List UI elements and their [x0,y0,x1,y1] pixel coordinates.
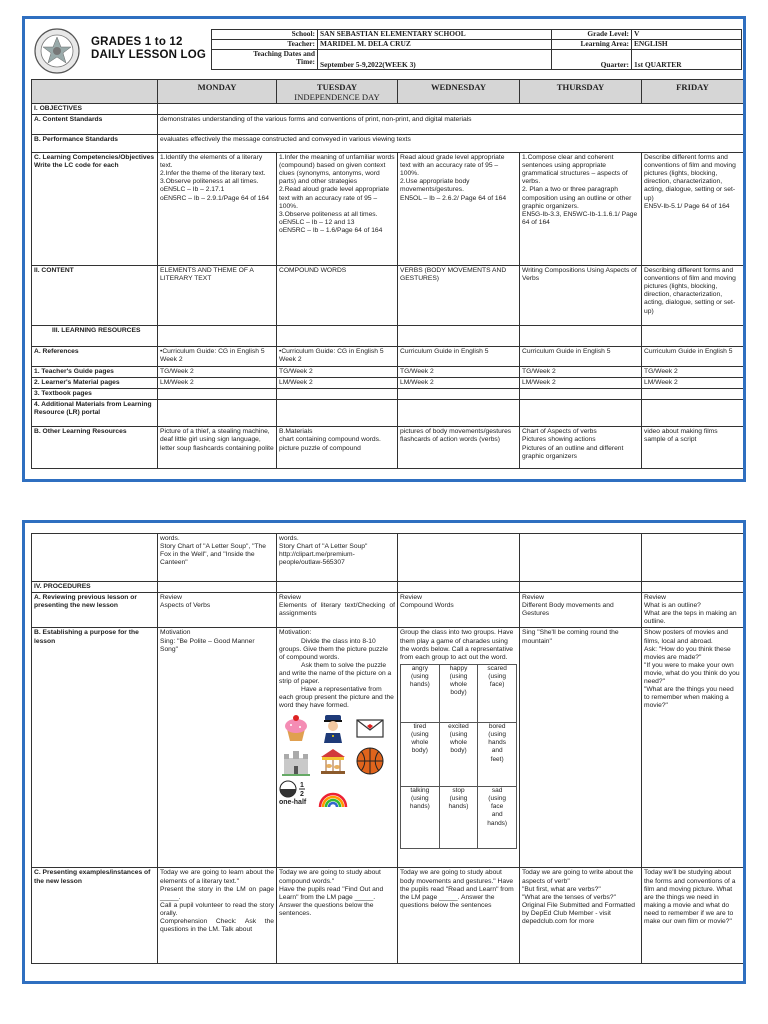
content-heading: II. CONTENT [32,266,158,326]
references-wednesday: Curriculum Guide in English 5 [398,347,520,367]
charade-word: tired (using whole body) [401,722,440,786]
charades-table [400,664,517,849]
basketball-icon [353,746,387,776]
svg-text:1: 1 [300,782,304,790]
teacher-label: Teacher: [212,40,318,50]
references-monday: •Curriculum Guide: CG in English 5 Week 2 [158,347,277,367]
lc-thursday: 1.Compose clear and coherent sentences using appropriate grammatical structures – aspects of verbs. 2. Plan a two or three paragraph composition using an outline or other graphic organizers. EN5G-Ib-3.3, EN5WC-Ib-1.1.6.1/ Page 64 of 164 [520,153,642,266]
charade-word: sad (using face and hands) [478,786,517,848]
lesson-table-page-1 [31,79,744,469]
rainbow-icon [316,779,350,809]
lm-pages-label: 2. Learner's Material pages [32,378,158,389]
other-wednesday: pictures of body movements/gestures flashcards of action words (verbs) [398,427,520,469]
charade-word: bored (using hands and feet) [478,722,517,786]
charade-word: happy (using whole body) [439,664,478,722]
other-thursday: Chart of Aspects of verbs Pictures showing actions Pictures of an outline and different graphic organizers [520,427,642,469]
lm-wednesday: LM/Week 2 [398,378,520,389]
content-standards-label: A. Content Standards [32,115,158,135]
other-cont-monday: words. Story Chart of "A Letter Soup", "The Fox in the Well", and "Inside the Canteen" [158,534,277,582]
present-wednesday: Today we are going to study about body movements and gestures." Have the pupils read "Read and Learn" from the LM page _____. Answer the questions below the sentences [398,868,520,964]
day-header-row [32,80,744,104]
references-tuesday: •Curriculum Guide: CG in English 5 Week 2 [277,347,398,367]
learning-resources-heading: III. LEARNING RESOURCES [32,326,158,347]
learning-area-value: ENGLISH [632,40,742,50]
grade-level-label: Grade Level: [552,30,632,40]
envelope-icon [353,713,387,743]
learning-area-label: Learning Area: [552,40,632,50]
deped-seal-icon [33,27,81,75]
school-label: School: [212,30,318,40]
purpose-wednesday: Group the class into two groups. Have them play a game of charades using the words below. Call a representative from each group to act out the word. angry (using hands) happy (using whole body) scared (using face) tired (using whole body) excited (using whole body) bored (using hands and feet) talking (using hands) stop (using hands) sad (using face and hands) [398,628,520,868]
review-wednesday: Review Compound Words [398,593,520,628]
tg-tuesday: TG/Week 2 [277,367,398,378]
present-friday: Today we'll be studying about the forms and conventions of a film and moving picture. What are the things we need in making a movie and what do need to remember if we are to make our own film or movie?" [642,868,744,964]
purpose-thursday: Sing "She'll be coming round the mountain" [520,628,642,868]
review-thursday: Review Different Body movements and Gestures [520,593,642,628]
objectives-heading: I. OBJECTIVES [32,104,158,115]
day-monday: MONDAY [158,80,277,104]
tg-friday: TG/Week 2 [642,367,744,378]
additional-materials-label: 4. Additional Materials from Learning Resource (LR) portal [32,400,158,427]
other-monday: Picture of a thief, a stealing machine, deaf little girl using sign language, letter soup flashcards containing polite [158,427,277,469]
lm-tuesday: LM/Week 2 [277,378,398,389]
lc-monday: 1.Identify the elements of a literary text. 2.Infer the theme of the literary text. 3.Observe politeness at all times. oEN5LC – Ib – 2.17.1 oEN5RC – Ib – 2.9.1/Page 64 of 164 [158,153,277,266]
header-info-table [211,29,742,70]
reviewing-lesson-label: A. Reviewing previous lesson or presenting the new lesson [32,593,158,628]
title-line-2: DAILY LESSON LOG [91,49,207,61]
review-friday: Review What is an outline? What are the teps in making an outline. [642,593,744,628]
tg-wednesday: TG/Week 2 [398,367,520,378]
lesson-table-page-2 [31,533,744,964]
charade-word: angry (using hands) [401,664,440,722]
content-thursday: Writing Compositions Using Aspects of Verbs [520,266,642,326]
presenting-examples-label: C. Presenting examples/instances of the new lesson [32,868,158,964]
day-tuesday: TUESDAY INDEPENDENCE DAY [277,80,398,104]
purpose-tuesday: Motivation: Divide the class into 8-10 groups. Give them the picture puzzle of compound words. Ask them to solve the puzzle and write the name of the picture on a strip of paper. Have a representative from each group present the picture and the word they have formed. 1 2 one-half [277,628,398,868]
content-tuesday: COMPOUND WORDS [277,266,398,326]
charade-word: talking (using hands) [401,786,440,848]
purpose-friday: Show posters of movies and films, local and abroad. Ask: "How do you think these movies are made?" "If you were to make your own movie, what do you think do you need?" "What are the things you need to remember when making a movie?" [642,628,744,868]
references-friday: Curriculum Guide in English 5 [642,347,744,367]
tg-thursday: TG/Week 2 [520,367,642,378]
castle-icon [279,746,313,776]
present-thursday: Today we are going to write about the aspects of verb" "But first, what are verbs?" "What are the tenses of verbs?" Original File Submitted and Formatted by DepEd Club Member - visit depedclub.com for more [520,868,642,964]
quarter-value: 1st QUARTER [632,50,742,70]
grade-level-value: V [632,30,742,40]
picture-puzzle-grid [279,713,395,809]
lc-friday: Describe different forms and conventions of film and moving pictures (lights, blocking, direction, characterization, acting, dialogue, setting or set-up) EN5V-Ib-5.1/ Page 64 of 164 [642,153,744,266]
purpose-monday: Motivation Sing: "Be Polite – Good Manner Song" [158,628,277,868]
teaching-dates-value: September 5-9,2022(WEEK 3) [318,50,552,70]
title-line-1: GRADES 1 to 12 [91,36,183,48]
other-friday: video about making films sample of a script [642,427,744,469]
school-value: SAN SEBASTIAN ELEMENTARY SCHOOL [318,30,552,40]
charade-word: excited (using whole body) [439,722,478,786]
teacher-value: MARIDEL M. DELA CRUZ [318,40,552,50]
day-thursday: THURSDAY [520,80,642,104]
lm-friday: LM/Week 2 [642,378,744,389]
charade-word: scared (using face) [478,664,517,722]
quarter-label: Quarter: [552,50,632,70]
review-tuesday: Review Elements of literary text/Checking of assignments [277,593,398,628]
svg-text:2: 2 [300,791,304,799]
tg-monday: TG/Week 2 [158,367,277,378]
tg-pages-label: 1. Teacher's Guide pages [32,367,158,378]
lesson-log-page-2 [22,520,746,984]
purpose-label: B. Establishing a purpose for the lesson [32,628,158,868]
policeman-icon [316,713,350,743]
document-title [91,36,206,62]
fraction-label: one-half [279,799,307,807]
lesson-log-page-1 [22,16,746,482]
lc-wednesday: Read aloud grade level appropriate text with an accuracy rate of 95 – 100%. 2.Use appropriate body movements/gestures. EN5OL – Ib – 2.6.2/ Page 64 of 164 [398,153,520,266]
references-label: A. References [32,347,158,367]
lc-tuesday: 1.Infer the meaning of unfamiliar words (compound) based on given context clues (synonyms, antonyms, word parts) and other strategies 2.Read aloud grade level appropriate text with an accuracy rate of 95 – 100%. 3.Observe politeness at all times. oEN5LC – Ib – 12 and 13 oEN5RC – Ib – 1.6/Page 64 of 164 [277,153,398,266]
teaching-dates-label: Teaching Dates and Time: [212,50,318,70]
other-cont-tuesday: words. Story Chart of "A Letter Soup" http://clipart.me/premium-people/outlaw-565307 [277,534,398,582]
textbook-pages-label: 3. Textbook pages [32,389,158,400]
learning-competencies-label: C. Learning Competencies/Objectives Write the LC code for each [32,153,158,266]
performance-standards-value: evaluates effectively the message constructed and conveyed in various viewing texts [158,135,744,153]
other-resources-label: B. Other Learning Resources [32,427,158,469]
present-monday: Today we are going to learn about the elements of a literary text." Present the story in the LM on page _____. Call a pupil volunteer to read the story orally. Comprehension Check: Ask the questions in the LM. Talk about [158,868,277,964]
procedures-heading: IV. PROCEDURES [32,582,158,593]
one-half-picture [279,779,313,809]
lm-monday: LM/Week 2 [158,378,277,389]
content-monday: ELEMENTS AND THEME OF A LITERARY TEXT [158,266,277,326]
content-friday: Describing different forms and conventions of film and moving pictures (lights, blocking, direction, characterization, acting, dialogue, setting or set-up) [642,266,744,326]
review-monday: Review Aspects of Verbs [158,593,277,628]
cupcake-icon [279,713,313,743]
day-friday: FRIDAY [642,80,744,104]
present-tuesday: Today we are going to study about compound words." Have the pupils read "Find Out and Learn" from the LM page _____. Answer the questions below the sentences. [277,868,398,964]
content-wednesday: VERBS (BODY MOVEMENTS AND GESTURES) [398,266,520,326]
content-standards-value: demonstrates understanding of the various forms and conventions of print, non-print, and digital materials [158,115,744,135]
charade-word: stop (using hands) [439,786,478,848]
corner-cell [32,80,158,104]
references-thursday: Curriculum Guide in English 5 [520,347,642,367]
other-tuesday: B.Materials chart containing compound words. picture puzzle of compound [277,427,398,469]
lm-thursday: LM/Week 2 [520,378,642,389]
day-wednesday: WEDNESDAY [398,80,520,104]
carousel-icon [316,746,350,776]
performance-standards-label: B. Performance Standards [32,135,158,153]
